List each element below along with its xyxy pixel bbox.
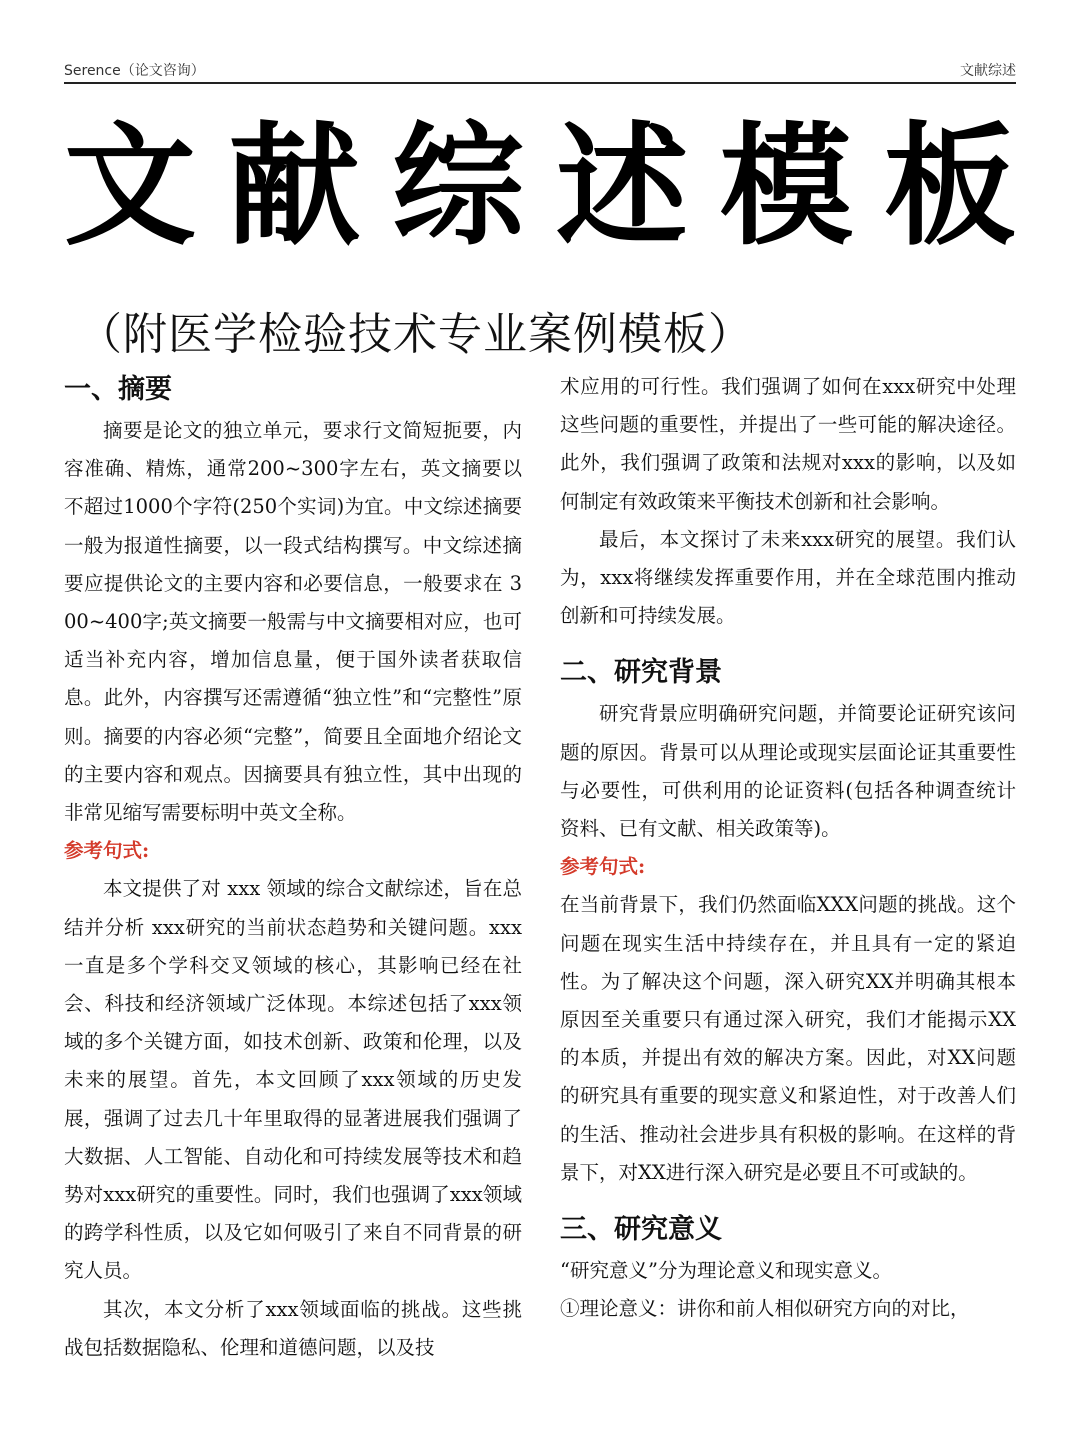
abstract-paragraph: 摘要是论文的独立单元，要求行文简短扼要，内容准确、精炼，通常200~300字左右，英文摘要以不超过1000个字符(250个实词)为宜。中文综述摘要一般为报道性摘要，以一段式结构撰写。中文综述摘要应提供论文的主要内容和必要信息，一般要求在 300~400字;英文摘要一般需与中文摘要相对应，也可适当补充内容，增加信息量，便于国外读者获取信息。此外，内容撰写还需遵循“独立性”和“完整性”原则。摘要的内容必须“完整”，简要且全面地介绍论文的主要内容和观点。因摘要具有独立性，其中出现的非常见缩写需要标明中英文全称。 [64, 419, 522, 825]
title-char: 模 [720, 110, 852, 264]
background-example-paragraph: 在当前背景下，我们仍然面临XXX问题的挑战。这个问题在现实生活中持续存在，并且具有一定的紧迫性。为了解决这个问题，深入研究XX并明确其根本原因至关重要只有通过深入研究，我们才能揭示XX的本质，并提出有效的解决方案。因此，对XX问题的研究具有重要的现实意义和紧迫性，对于改善人们的生活、推动社会进步具有积极的影响。在这样的背景下，对XX进行深入研究是必要且不可或缺的。 [560, 893, 1016, 1184]
title-char: 文 [64, 110, 196, 264]
document-subtitle: （附医学检验技术专业案例模板） [78, 309, 753, 360]
section-heading-abstract: 一、摘要 [64, 374, 172, 405]
background-paragraph: 研究背景应明确研究问题，并简要论证研究该问题的原因。背景可以从理论或现实层面论证其重要性与必要性，可供利用的论证资料(包括各种调查统计资料、已有文献、相关政策等)。 [560, 702, 1016, 841]
theory-significance-paragraph: ①理论意义：讲你和前人相似研究方向的对比， [560, 1297, 970, 1321]
section-heading-background: 二、研究背景 [560, 657, 722, 689]
reference-label: 参考句式: [64, 839, 150, 863]
reference-label: 参考句式: [560, 855, 646, 879]
title-char: 板 [884, 110, 1016, 264]
continued-paragraph: 术应用的可行性。我们强调了如何在xxx研究中处理这些问题的重要性，并提出了一些可能的解决途径。此外，我们强调了政策和法规对xxx的影响，以及如何制定有效政策来平衡技术创新和社会影响。 [560, 375, 1016, 513]
right-column [560, 368, 1016, 1440]
title-char: 综 [392, 110, 524, 264]
outlook-paragraph: 最后，本文探讨了未来xxx研究的展望。我们认为，xxx将继续发挥重要作用，并在全球范围内推动创新和可持续发展。 [560, 527, 1016, 628]
abstract-example-paragraph-2: 其次，本文分析了xxx领域面临的挑战。这些挑战包括数据隐私、伦理和道德问题，以及技 [64, 1297, 522, 1359]
title-char: 献 [228, 110, 360, 264]
document-title [64, 112, 1016, 262]
section-heading-significance: 三、研究意义 [560, 1214, 722, 1246]
page-header [64, 58, 1016, 84]
header-right-text: 文献综述 [960, 63, 1016, 79]
title-char: 述 [556, 110, 688, 264]
header-left-text: Serence（论文咨询） [64, 63, 205, 79]
left-column [64, 368, 522, 1440]
significance-paragraph: “研究意义”分为理论意义和现实意义。 [560, 1259, 892, 1283]
abstract-example-paragraph: 本文提供了对 xxx 领域的综合文献综述，旨在总结并分析 xxx研究的当前状态趋势和关键问题。xxx一直是多个学科交叉领域的核心，其影响已经在社会、科技和经济领域广泛体现。本综述包括了xxx领域的多个关键方面，如技术创新、政策和伦理，以及未来的展望。首先，本文回顾了xxx领域的历史发展，强调了过去几十年里取得的显著进展我们强调了大数据、人工智能、自动化和可持续发展等技术和趋势对xxx研究的重要性。同时，我们也强调了xxx领域的跨学科性质，以及它如何吸引了来自不同背景的研究人员。 [64, 877, 522, 1283]
